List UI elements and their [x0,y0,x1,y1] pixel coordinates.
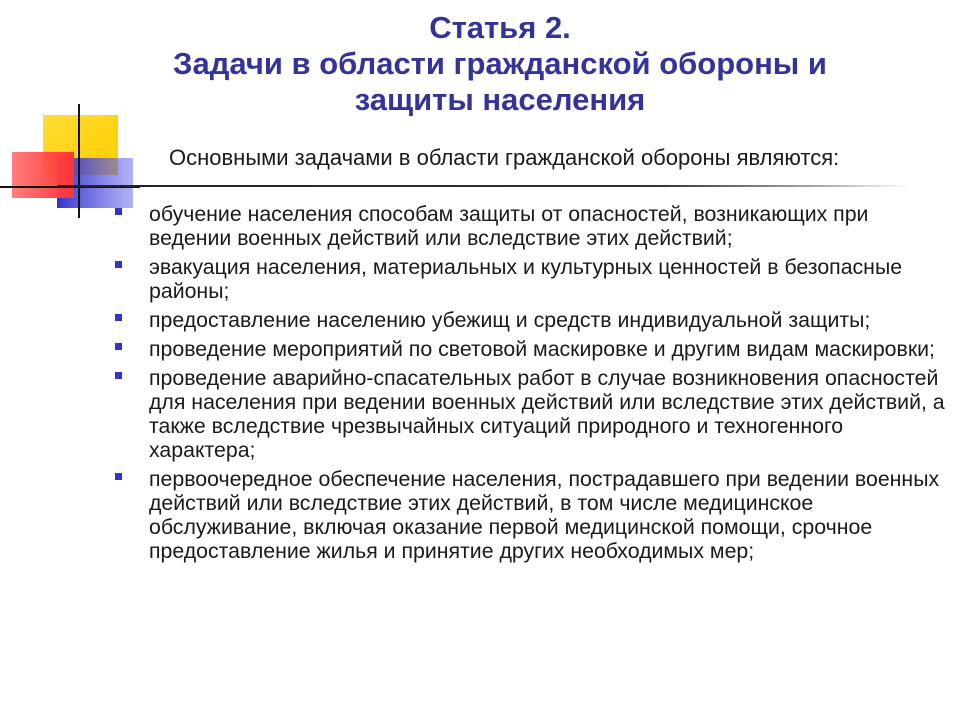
list-item-text: первоочередное обеспечение населения, пострадавшего при ведении военных действий или вследствие этих действий, в том числе медицинское обслуживание, включая оказание первой медицинской помощи, срочное предоставление жилья и принятие других необходимых мер; [149,467,940,563]
bullet-list [115,202,945,568]
list-item-text: проведение мероприятий по световой маскировке и другим видам маскировки; [149,337,935,361]
list-item-text: проведение аварийно-спасательных работ в случае возникновения опасностей для населения при ведении военных действий или вследствие этих действий, а также вследствие чрезвычайных ситуаций природного и техногенного характера; [149,366,945,462]
bullet-icon [115,261,122,268]
list-item-text: обучение населения способам защиты от опасностей, возникающих при ведении военных действий или вследствие этих действий; [149,202,869,250]
bullet-icon [115,343,122,350]
title-line-1: Статья 2. [429,10,571,45]
list-item [115,467,945,563]
red-square [12,152,74,198]
divider-line [58,185,910,187]
list-item [115,308,945,332]
list-item [115,202,945,250]
list-item [115,255,945,303]
intro-text: Основными задачами в области гражданской обороны являются: [169,145,840,170]
bullet-icon [115,314,122,321]
list-item-text: эвакуация населения, материальных и культурных ценностей в безопасные районы; [149,255,903,303]
bullet-icon [115,208,122,215]
bullet-icon [115,372,122,379]
list-item [115,366,945,462]
title-line-2: Задачи в области гражданской обороны и [173,46,827,81]
slide-title [150,10,850,118]
bullet-icon [115,473,122,480]
title-line-3: защиты населения [354,82,646,117]
list-item-text: предоставление населению убежищ и средств индивидуальной защиты; [149,308,871,332]
list-item [115,337,945,361]
